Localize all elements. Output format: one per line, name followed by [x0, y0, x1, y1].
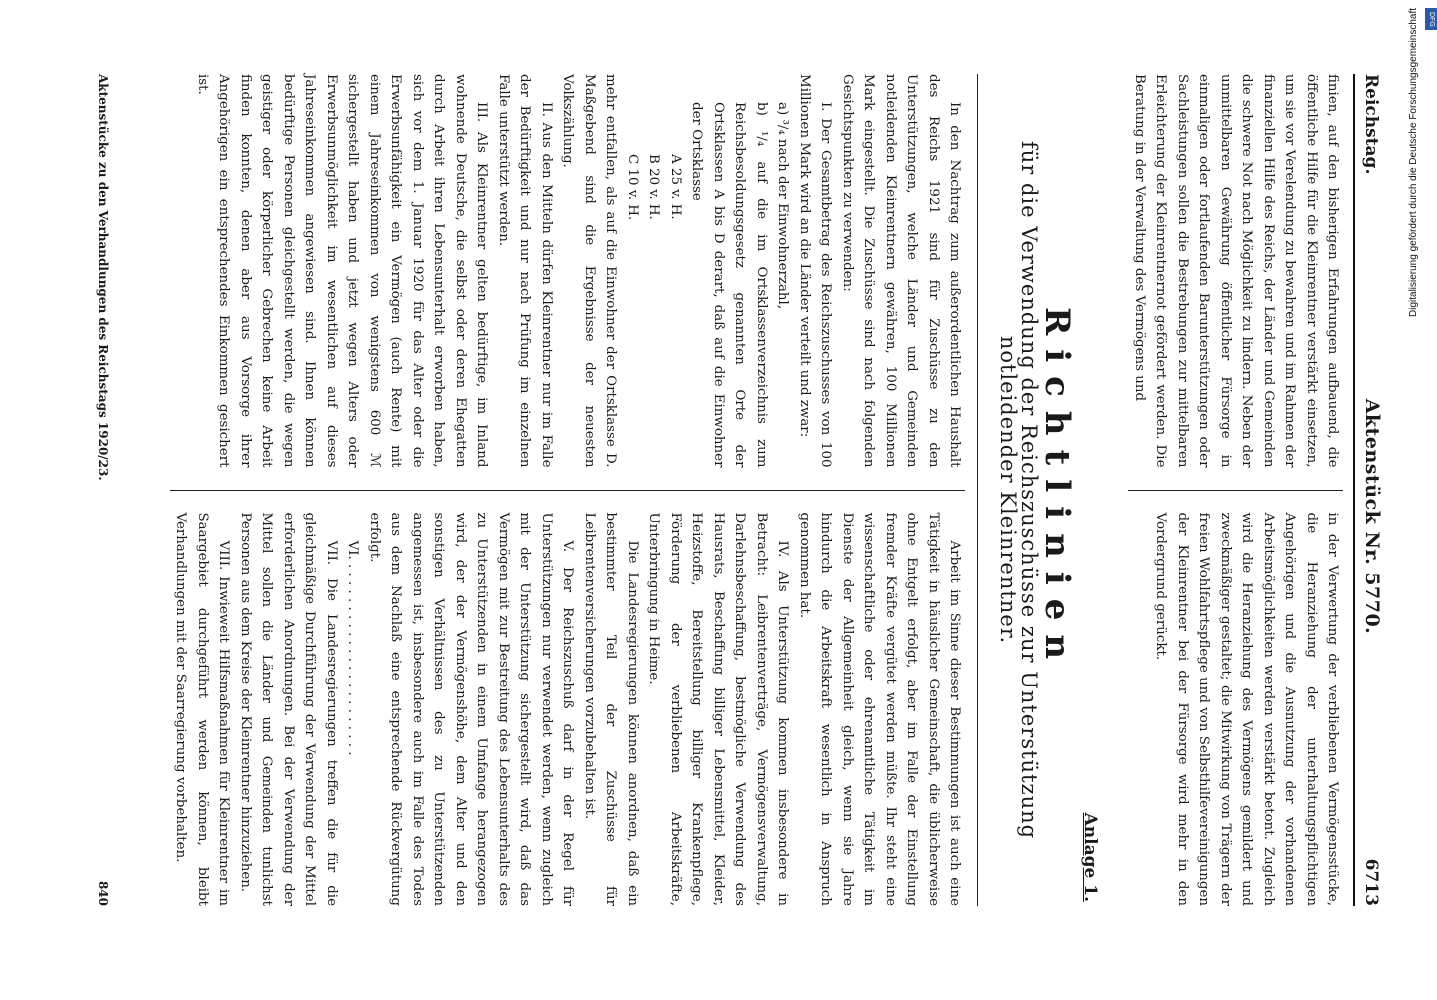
top-right-column	[1129, 513, 1344, 907]
paragraph: VI. . . . . . . . . . . . . . . . . . . . . . . .	[345, 540, 361, 756]
page-header	[1354, 74, 1383, 906]
paragraph: VII. Die Landesregierungen treffen die für die gleichmäßige Durchführung der Verwendung der Mittel erforderlichen Anordnungen. Bei der Verwendung der Mittel sollen die Länder und Gemeinden tunlichst Personen aus dem Kreise der Kleinrentner hinzuziehen.	[238, 512, 339, 906]
paragraph: III. Als Kleinrentner gelten bedürftige, im Inland wohnende Deutsche, die selbst oder deren Ehegatten durch Arbeit ihren Lebensunterhalt erworben haben, sich vor dem 1. Januar 1920 für das Alter oder die Erwerbsunfähigkeit ein Vermögen (auch Rente) mit einem Jahreseinkommen von wenigstens 600 ℳ sichergestellt haben und jetzt wegen Alters oder Erwerbsunmöglichkeit im wesentlichen auf dieses Jahreseinkommen angewiesen sind. Ihnen können bedürftige Personen gleichgestellt werden, die wegen geistiger oder körperlicher Gebrechen keine Arbeit finden konnten, denen aber aus Vorsorge ihrer Angehörigen ein entsprechendes Einkommen gesichert ist.	[195, 74, 490, 468]
top-right-text: in der Verwertung der verbliebenen Vermögensstücke, die Heranziehung der unterhaltungspflichtigen Angehörigen und die Ausnutzung der vorhandenen Arbeitsmöglichkeiten werden verstärkt betont. Zugleich wird die Heranziehung des Vermögens gemildert und zweckmäßiger gestaltet; die Mitwirkung von Trägern der freien Wohlfahrtspflege und von Selbsthilfevereinigungen der Kleinrentner bei der Fürsorge wird mehr in den Vordergrund gerückt.	[1153, 512, 1341, 906]
column-divider	[1129, 490, 1344, 491]
paragraph: In den Nachtrag zum außerordentlichen Haushalt des Reichs 1921 sind für Zuschüsse zu den Unterstützungen, welche Länder und Gemeinden notleidenden Kleinrentnern gewähren, 100 Millionen Mark eingestellt. Die Zuschüsse sind nach folgenden Gesichtspunkten zu verwenden:	[840, 74, 963, 468]
header-title: Aktenstück Nr. 5770.	[1361, 398, 1383, 635]
paragraph: mehr entfallen, als auf die Einwohner der Ortsklasse D. Maßgebend sind die Ergebnisse der neuesten Volkszählung.	[560, 74, 619, 468]
header-left: Reichstag.	[1361, 74, 1381, 175]
body-columns	[170, 74, 966, 906]
footer-number: 840	[96, 880, 111, 906]
paragraph: II. Aus den Mitteln dürfen Kleinrentner nur im Falle der Bedürftigkeit und nur nach Prüfung im einzelnen Falle unterstützt werden.	[496, 74, 554, 468]
digitization-credit: Digitalisierung gefördert durch die Deutsche Forschungsgemeinschaft	[1408, 8, 1419, 318]
paragraph: Arbeit im Sinne dieser Bestimmungen ist auch eine Tätigkeit in häuslicher Gemeinschaft, die üblicherweise ohne Entgelt erfolgt, aber im Falle der Einstellung fremder Kräfte vergütet werden müßte. Ihr steht eine wissenschaftliche oder ehrenamtliche Tätigkeit im Dienste der Allgemeinheit gleich, wenn sie Jahre hindurch die Arbeitskraft wesentlich in Anspruch genommen hat.	[797, 512, 963, 906]
rate-item: C 10 v. H.	[625, 154, 640, 221]
rate-item: A 25 v. H.	[668, 154, 683, 220]
paragraph: V. Der Reichszuschuß darf in der Regel für Unterstützungen nur verwendet werden, wenn zugleich mit der Unterstützung sichergestellt wird, daß das Vermögen mit zur Bestreitung des Lebensunterhalts des zu Unterstützenden in einem Umfange herangezogen wird, der der Vermögenshöhe, dem Alter und den sonstigen Verhältnissen des zu Unterstützenden angemessen ist, insbesondere auch im Falle des Todes aus dem Nachlaß eine entsprechende Rückvergütung erfolgt.	[367, 512, 576, 906]
page-number: 6713	[1361, 858, 1381, 906]
list-item: b) ¹/₄ auf die im Ortsklassenverzeichnis zum Reichsbesoldungsgesetz genannten Orte der Ortsklassen A bis D derart, daß auf die Einwohner der Ortsklasse	[689, 102, 769, 468]
body-left-column	[170, 74, 966, 468]
list-item: a) ³/₄ nach der Einwohnerzahl,	[775, 102, 791, 310]
footer-source: Aktenstücke zu den Verhandlungen des Reichstags 1920/23.	[96, 74, 111, 481]
paragraph: I. Der Gesamtbetrag des Reichszuschusses von 100 Millionen Mark wird an die Länder verteilt und zwar:	[797, 74, 834, 468]
document-page	[80, 50, 1400, 930]
page-footer	[92, 74, 114, 906]
appendix-label: Anlage 1.	[1080, 812, 1101, 902]
column-divider	[170, 490, 966, 491]
paragraph: IV. Als Unterstützung kommen insbesondere in Betracht: Leibrentenverträge, Vermögensverwaltung, Darlehnsbeschaffung, bestmögliche Verwendung des Hausrats, Beschaffung billiger Lebensmittel, Kleider, Heizstoffe, Bereitstellung billiger Krankenpflege, Förderung der verbliebenen Arbeitskräfte, Unterbringung in Heime.	[646, 512, 791, 906]
dfg-logo: DFG	[1425, 8, 1437, 30]
top-columns	[1129, 74, 1344, 906]
section-subtitle: für die Verwendung der Reichszuschüsse zur Unterstützung notleidender Kleinrentner.	[996, 140, 1042, 840]
body-right-column	[170, 513, 966, 907]
rate-item: B 20 v. H.	[646, 154, 662, 220]
section-title: Richtlinien	[1037, 306, 1077, 674]
top-left-text: finien, auf den bisherigen Erfahrungen aufbauend, die öffentliche Hilfe für die Kleinrentner verstärkt einsetzen, um sie vor Verelendung zu bewahren und im Rahmen der finanziellen Hilfe des Reichs, der Länder und Gemeinden die schwere Not nach Möglichkeit zu lindern. Neben der unmittelbaren Gewährung öffentlicher Fürsorge in einmaligen oder fortlaufenden Barunterstützungen oder Sachleistungen sollen die Bestrebungen zur mittelbaren Erleichterung der Kleinrentnernot gefördert werden. Die Beratung in der Verwaltung des Vermögens und	[1132, 74, 1341, 468]
title-rule	[978, 74, 979, 906]
paragraph: Die Landesregierungen können anordnen, daß ein bestimmter Teil der Zuschüsse für Leibrentenversicherungen vorzubehalten ist.	[582, 512, 640, 906]
paragraph: VIII. Inwieweit Hilfsmaßnahmen für Kleinrentner im Saargebiet durchgeführt werden können, bleibt Verhandlungen mit der Saarregierung vorbehalten.	[173, 512, 232, 906]
top-left-column	[1129, 74, 1344, 468]
